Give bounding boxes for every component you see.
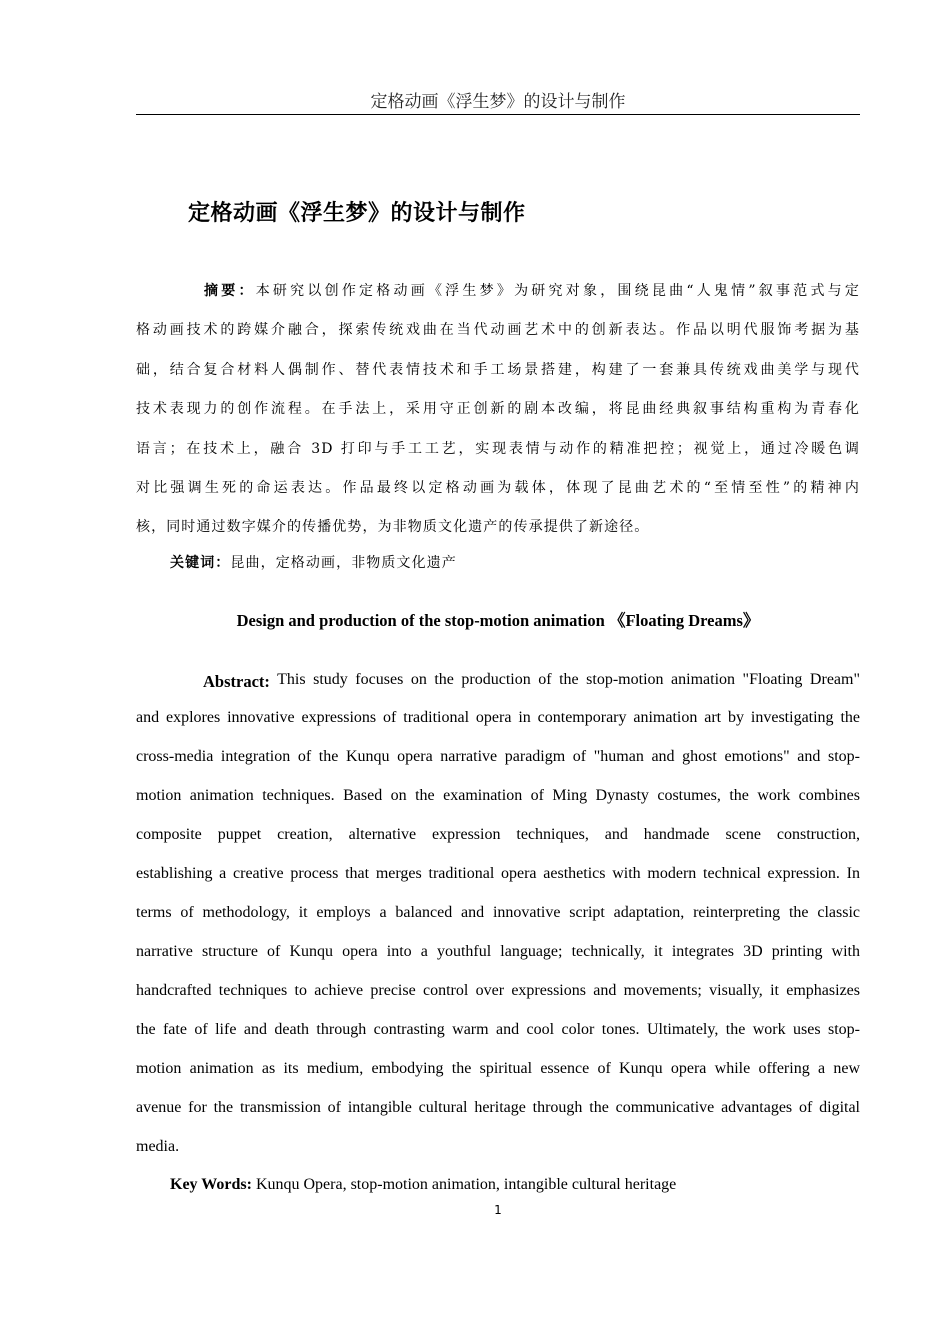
abstract-cn-line: 语言；在技术上，融合 3D 打印与手工工艺，实现表情与动作的精准把控；视觉上，通过冷暖色调	[136, 440, 860, 457]
abstract-en-line: motion animation techniques. Based on the examination of Ming Dynasty costumes, the work combines	[136, 787, 860, 804]
abstract-en-line: establishing a creative process that merges traditional opera aesthetics with modern technical expression. In	[136, 865, 860, 882]
abstract-en-line: handcrafted techniques to achieve precise control over expressions and movements; visually, it emphasizes	[136, 982, 860, 999]
abstract-cn-line: 对比强调生死的命运表达。作品最终以定格动画为载体，体现了昆曲艺术的“至情至性”的精神内	[136, 479, 860, 496]
abstract-en-line: avenue for the transmission of intangible cultural heritage through the communicative advantages of digital	[136, 1099, 860, 1116]
abstract-en-label: Abstract:	[203, 672, 270, 691]
keywords-cn-label: 关键词：	[170, 555, 231, 571]
english-keywords	[170, 1172, 676, 1198]
chinese-abstract	[136, 272, 860, 548]
abstract-en-line: motion animation as its medium, embodying the spiritual essence of Kunqu opera while offering a new	[136, 1060, 860, 1077]
abstract-en-line: narrative structure of Kunqu opera into a youthful language; technically, it integrates 3D printing with	[136, 943, 860, 960]
abstract-en-line: composite puppet creation, alternative expression techniques, and handmade scene construction,	[136, 826, 860, 843]
abstract-en-line: cross-media integration of the Kunqu opera narrative paradigm of "human and ghost emotions" and stop-	[136, 748, 860, 765]
abstract-cn-line: 摘要：本研究以创作定格动画《浮生梦》为研究对象，围绕昆曲“人鬼情”叙事范式与定	[204, 283, 860, 299]
abstract-en-line: and explores innovative expressions of traditional opera in contemporary animation art by investigating the	[136, 709, 860, 726]
abstract-en-line: terms of methodology, it employs a balanced and innovative script adaptation, reinterpreting the classic	[136, 904, 860, 921]
abstract-cn-line: 核，同时通过数字媒介的传播优势，为非物质文化遗产的传承提供了新途径。	[136, 519, 650, 536]
english-title: Design and production of the stop-motion animation 《Floating Dreams》	[236, 611, 760, 630]
english-abstract	[136, 664, 860, 1171]
abstract-cn-line: 格动画技术的跨媒介融合，探索传统戏曲在当代动画艺术中的创新表达。作品以明代服饰考据为基	[136, 322, 860, 339]
abstract-cn-line: 础，结合复合材料人偶制作、替代表情技术和手工场景搭建，构建了一套兼具传统戏曲美学与现代	[136, 361, 860, 378]
keywords-en-value: Kunqu Opera, stop-motion animation, intangible cultural heritage	[255, 1176, 677, 1193]
chinese-keywords	[170, 548, 457, 578]
keywords-cn-value: 昆曲，定格动画，非物质文化遗产	[230, 555, 457, 571]
abstract-en-line: the fate of life and death through contrasting warm and cool color tones. Ultimately, the work uses stop-	[136, 1021, 860, 1038]
abstract-cn-label: 摘要：	[204, 283, 256, 299]
abstract-cn-line: 技术表现力的创作流程。在手法上，采用守正创新的剧本改编，将昆曲经典叙事结构重构为青春化	[136, 401, 860, 418]
abstract-en-line: Abstract: This study focuses on the production of the stop-motion animation "Floating Dream"	[203, 671, 860, 691]
abstract-en-line: media.	[136, 1138, 180, 1155]
running-header: 定格动画《浮生梦》的设计与制作	[136, 90, 860, 115]
page-number: 1	[494, 1203, 502, 1217]
keywords-en-label: Key Words:	[170, 1176, 252, 1193]
chinese-title: 定格动画《浮生梦》的设计与制作	[188, 201, 526, 226]
